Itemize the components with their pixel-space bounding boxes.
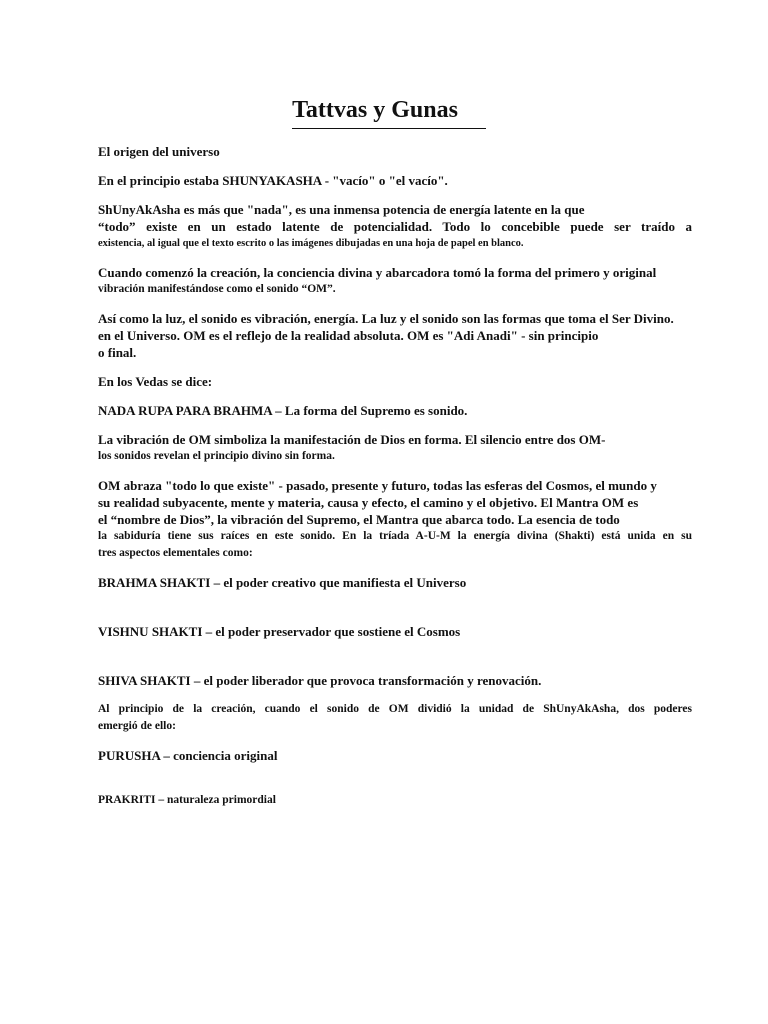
- paragraph-om-embraces: OM abraza "todo lo que existe" - pasado, presente y futuro, todas las esferas del Cosmos, el mundo y su realidad subyacente, mente y materia, causa y efecto, el camino y el objetivo. El Mantra OM es el “nombre de Dios”, la vibración del Supremo, el Mantra que abarca todo. La esencia de todo la sabiduría tiene sus raíces en este sonido. En la tríada A-U-M la energía divina (Shakti) está unida en su tres aspectos elementales como:: [98, 478, 692, 559]
- paragraph-light-sound: Así como la luz, el sonido es vibración, energía. La luz y el sonido son las formas que toma el Ser Divino. en el Universo. OM es el reflejo de la realidad absoluta. OM es "Adi Anadi" - sin principio o final.: [98, 311, 674, 360]
- paragraph-vishnu-shakti: VISHNU SHAKTI – el poder preservador que sostiene el Cosmos: [98, 624, 461, 639]
- paragraph-potential: ShUnyAkAsha es más que "nada", es una inmensa potencia de energía latente en la que “todo” existe en un estado latente de potencialidad. Todo lo concebible puede ser traído a existencia, al igual que el texto escrito o las imágenes dibujadas en una hoja de papel en blanco.: [98, 202, 692, 249]
- document-page: [98, 92, 692, 821]
- paragraph-origin-heading: El origen del universo: [98, 144, 220, 159]
- paragraph-shiva-shakti: SHIVA SHAKTI – el poder liberador que provoca transformación y renovación.: [98, 673, 542, 688]
- paragraph-creation: Cuando comenzó la creación, la conciencia divina y abarcadora tomó la forma del primero y original vibración manifestándose como el sonido “OM”.: [98, 265, 657, 295]
- paragraph-vedas: En los Vedas se dice:: [98, 374, 213, 389]
- paragraph-beginning: Al principio de la creación, cuando el sonido de OM dividió la unidad de ShUnyAkAsha, dos poderes emergió de ello:: [98, 703, 692, 732]
- paragraph-shunyakasha: En el principio estaba SHUNYAKASHA - "vacío" o "el vacío".: [98, 173, 448, 188]
- paragraph-brahma-shakti: BRAHMA SHAKTI – el poder creativo que manifiesta el Universo: [98, 575, 467, 590]
- paragraph-purusha: PURUSHA – conciencia original: [98, 748, 278, 763]
- paragraph-om-vibration: La vibración de OM simboliza la manifestación de Dios en forma. El silencio entre dos OM- los sonidos revelan el principio divino sin forma.: [98, 432, 606, 462]
- page-title: Tattvas y Gunas: [292, 92, 486, 129]
- paragraph-prakriti: PRAKRITI – naturaleza primordial: [98, 794, 276, 806]
- paragraph-nada-rupa: NADA RUPA PARA BRAHMA – La forma del Supremo es sonido.: [98, 403, 468, 418]
- title-wrap: [98, 92, 692, 129]
